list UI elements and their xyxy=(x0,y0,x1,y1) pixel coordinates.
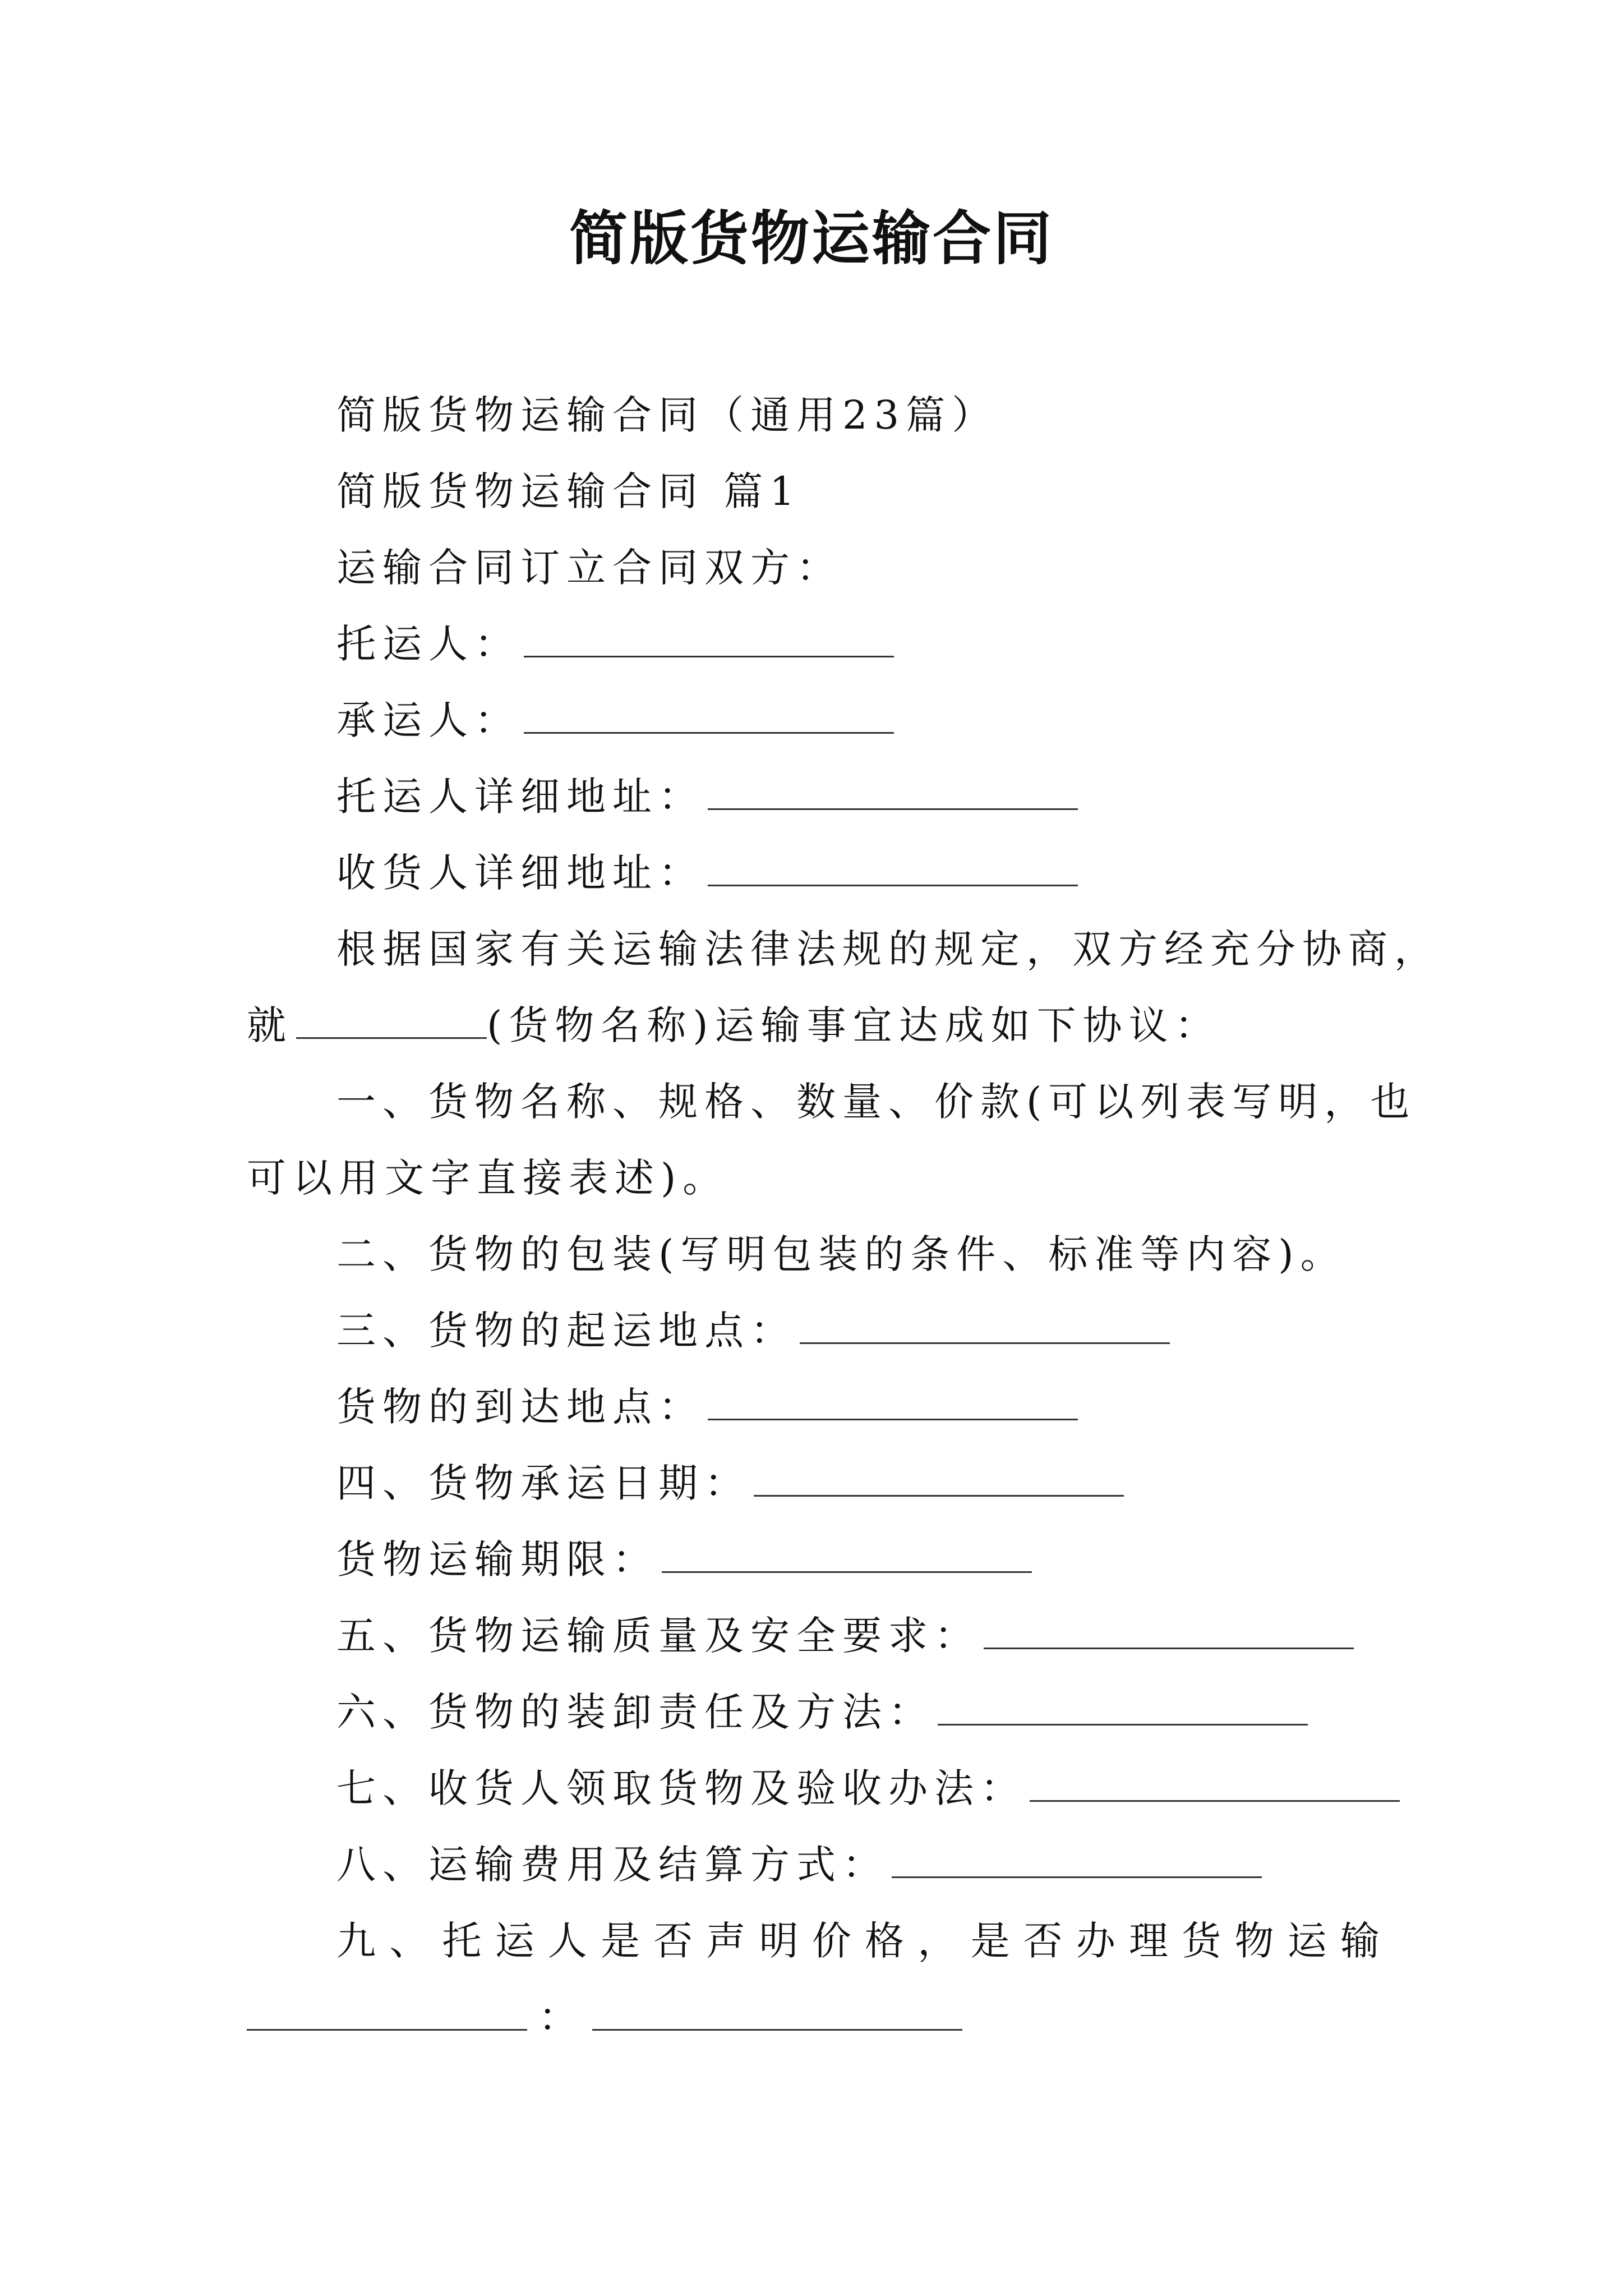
clause-8-label: 八、运输费用及结算方式： xyxy=(336,1842,888,1888)
clause-9-line-2 xyxy=(247,1989,962,2045)
clause-9-char: 价 xyxy=(811,1918,851,1964)
clause-9-char: 物 xyxy=(1234,1918,1274,1964)
clause-8-blank xyxy=(892,1843,1262,1878)
preamble-line-1: 根据国家有关运输法律法规的规定，双方经充分协商， xyxy=(336,926,1440,972)
clause-7-label: 七、收货人领取货物及验收办法： xyxy=(336,1765,1026,1811)
consignee-address-label: 收货人详细地址： xyxy=(336,850,704,896)
clause-9-char: 货 xyxy=(1182,1918,1221,1964)
clause-5-blank xyxy=(984,1614,1354,1649)
clause-8-line xyxy=(336,1837,1262,1893)
date-blank xyxy=(754,1461,1124,1497)
shipper-address-blank xyxy=(708,775,1078,810)
preamble-line-2 xyxy=(247,997,1221,1053)
clause-9-char: 运 xyxy=(495,1918,534,1964)
preamble-suffix: (货物名称)运输事宜达成如下协议： xyxy=(487,1002,1221,1048)
clause-9-blank-1 xyxy=(247,1995,527,2031)
parties-intro: 运输合同订立合同双方： xyxy=(336,545,842,591)
clause-4-period-label: 货物运输期限： xyxy=(336,1536,658,1582)
clause-1-line-2: 可以用文字直接表述)。 xyxy=(247,1155,729,1201)
document-subtitle: 简版货物运输合同（通用23篇） xyxy=(336,392,998,438)
clause-9-char: 否 xyxy=(653,1918,693,1964)
destination-blank xyxy=(708,1385,1078,1420)
clause-9-char: 否 xyxy=(1023,1918,1063,1964)
clause-4-date-line xyxy=(336,1455,1124,1511)
clause-9-char: 人 xyxy=(547,1918,587,1964)
clause-6-label: 六、货物的装卸责任及方法： xyxy=(336,1689,934,1735)
preamble-prefix: 就 xyxy=(247,1002,293,1048)
shipper-line xyxy=(336,616,894,672)
clause-9-char: 输 xyxy=(1340,1918,1380,1964)
clause-3-origin-label: 三、货物的起运地点： xyxy=(336,1308,796,1354)
clause-3-origin-line xyxy=(336,1303,1170,1359)
carrier-line xyxy=(336,692,894,748)
clause-9-line-1 xyxy=(336,1913,1380,1969)
document-title: 简版货物运输合同 xyxy=(569,204,1054,273)
clause-7-blank xyxy=(1030,1766,1400,1802)
carrier-blank xyxy=(524,698,894,734)
clause-9-blank-2 xyxy=(592,1995,962,2031)
clause-9-char: 运 xyxy=(1287,1918,1327,1964)
consignee-address-blank xyxy=(708,851,1078,886)
clause-6-line xyxy=(336,1684,1308,1740)
clause-9-char: 格 xyxy=(865,1918,905,1964)
clause-7-line xyxy=(336,1760,1400,1816)
carrier-label: 承运人： xyxy=(336,697,520,743)
shipper-address-line xyxy=(336,769,1078,825)
clause-2: 二、货物的包装(写明包装的条件、标准等内容)。 xyxy=(336,1231,1347,1277)
section-heading: 简版货物运输合同 篇1 xyxy=(336,468,801,514)
clause-9-char: 九 xyxy=(336,1918,376,1964)
goods-name-blank xyxy=(296,1004,487,1039)
consignee-address-line xyxy=(336,845,1078,901)
clause-1-line-1: 一、货物名称、规格、数量、价款(可以列表写明，也 xyxy=(336,1079,1417,1125)
clause-3-destination-line xyxy=(336,1379,1078,1435)
clause-9-char: 办 xyxy=(1076,1918,1115,1964)
clause-5-label: 五、货物运输质量及安全要求： xyxy=(336,1613,980,1659)
clause-9-char: 明 xyxy=(759,1918,799,1964)
clause-9-char: 理 xyxy=(1129,1918,1169,1964)
clause-5-line xyxy=(336,1608,1354,1664)
clause-3-destination-label: 货物的到达地点： xyxy=(336,1384,704,1430)
shipper-address-label: 托运人详细地址： xyxy=(336,774,704,820)
shipper-label: 托运人： xyxy=(336,621,520,667)
clause-4-period-line xyxy=(336,1531,1032,1588)
period-blank xyxy=(662,1538,1032,1573)
clause-9-char: ， xyxy=(917,1918,957,1964)
clause-9-char: 是 xyxy=(601,1918,640,1964)
origin-blank xyxy=(800,1309,1170,1344)
clause-9-char: 托 xyxy=(442,1918,482,1964)
clause-9-colon: ： xyxy=(538,1994,578,2040)
clause-9-char: 是 xyxy=(970,1918,1010,1964)
shipper-blank xyxy=(524,622,894,657)
clause-9-char: 、 xyxy=(389,1918,429,1964)
clause-4-date-label: 四、货物承运日期： xyxy=(336,1460,750,1506)
clause-9-char: 声 xyxy=(706,1918,746,1964)
clause-6-blank xyxy=(938,1690,1308,1726)
